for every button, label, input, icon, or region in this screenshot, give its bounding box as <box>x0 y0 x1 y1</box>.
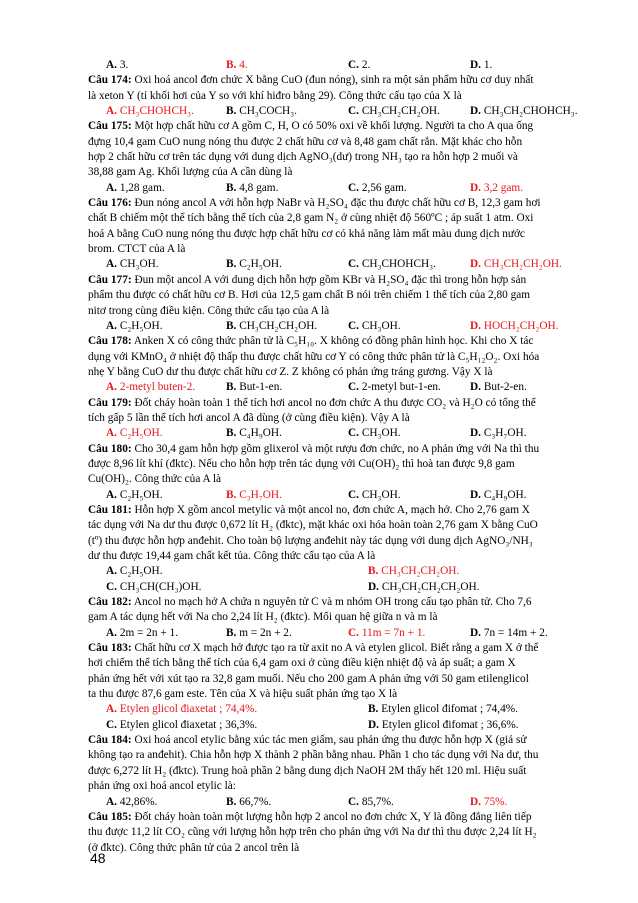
q173-option-c: C. 2. <box>348 59 371 71</box>
q179-option-c: C. CH₃OH. <box>348 427 401 440</box>
q178-option-d: D. But-2-en. <box>470 381 527 394</box>
q174-line-2: là xeton Y (tỉ khối hơi của Y so với khí hiđro bằng 29). Công thức cấu tạo của X là <box>88 89 462 102</box>
q176-line-4: brom. CTCT của A là <box>88 243 186 256</box>
q183-line-2: hơi chiếm thể tích bằng thể tích của 6,4 gam oxi ở cùng điều kiện nhiệt độ và áp suất; a gam X <box>88 657 516 670</box>
q183-option-c: C. Etylen glicol điaxetat ; 36,3%. <box>106 718 258 731</box>
q182-line-2: gam A tác dụng hết với Na cho 2,24 lít H₂ (đktc). Mối quan hệ giữa n và m là <box>88 611 438 624</box>
q179-options <box>88 426 578 441</box>
q181-options-row-2 <box>88 580 578 595</box>
q180-option-a: A. C₂H₅OH. <box>106 488 163 501</box>
q184-line-2: không tạo ra anđehit). Chia hỗn hợp X thành 2 phần bằng nhau. Phần 1 cho tác dụng với Na dư, thu <box>88 749 539 762</box>
q184-option-b: B. 66,7%. <box>226 795 272 808</box>
q176-number: Câu 176: <box>88 197 132 210</box>
q174-option-a: A. CH₃CHOHCH₃. <box>106 105 194 118</box>
q181-option-c: C. CH₃CH(CH₃)OH. <box>106 580 202 593</box>
q180-line-3: Cu(OH)₂. Công thức của A là <box>88 473 222 486</box>
q184-number: Câu 184: <box>88 734 132 747</box>
q180-line-2: được 8,96 lít khí (đktc). Nếu cho hỗn hợp trên tác dụng với Cu(OH)₂ thì hoà tan được 9,8 gam <box>88 457 515 470</box>
q185-line-2: thu được 11,2 lít CO₂ cũng với lượng hỗn hợp trên cho phản ứng với Na dư thì thu được 2,24 lít H₂ <box>88 826 537 839</box>
q182-option-d: D. 7n = 14m + 2. <box>470 626 548 639</box>
q184-option-d: D. 75%. <box>470 795 508 808</box>
q176-option-b: B. C₂H₅OH. <box>226 258 282 271</box>
q175-option-a: A. 1,28 gam. <box>106 181 165 194</box>
q184-option-a: A. 42,86%. <box>106 795 158 808</box>
q183-option-a: A. Etylen glicol điaxetat ; 74,4%. <box>106 703 258 716</box>
q175-number: Câu 175: <box>88 120 132 133</box>
q185-number: Câu 185: <box>88 810 132 823</box>
q178-option-c: C. 2-metyl but-1-en. <box>348 381 441 394</box>
q180-option-c: C. CH₃OH. <box>348 488 401 501</box>
q174-options <box>88 104 578 119</box>
page-number: 48 <box>90 850 106 866</box>
q183-option-d: D. Etylen glicol đifomat ; 36,6%. <box>368 718 519 731</box>
q182-options <box>88 626 578 641</box>
q173-option-a: A. 3. <box>106 59 129 71</box>
q177-line-3: nitơ trong cùng điều kiện. Công thức cấu tạo của A là <box>88 304 330 317</box>
q174-option-b: B. CH₃COCH₃. <box>226 105 297 118</box>
q178-option-a: A. 2-metyl buten-2. <box>106 381 196 394</box>
q178-options <box>88 380 578 395</box>
q174-line-1: Câu 174: Oxi hoá ancol đơn chức X bằng CuO (đun nóng), sinh ra một sản phẩm hữu cơ duy nhất <box>88 74 534 87</box>
q176-option-d: D. CH₃CH₂CH₂OH. <box>470 258 562 271</box>
q175-line-4: 38,88 gam Ag. Khối lượng của A cần dùng là <box>88 166 293 179</box>
q174-number: Câu 174: <box>88 74 132 87</box>
q183-line-1: Câu 183: Chất hữu cơ X mạch hở được tạo ra từ axit no A và etylen glicol. Biết rằng a gam X ở thể <box>88 642 539 655</box>
q177-line-1: Câu 177: Đun một ancol A với dung dịch hỗn hợp gồm KBr và H₂SO₄ đặc thì trong hỗn hợp sản <box>88 273 527 286</box>
q178-line-3: nhẹ Y bằng CuO dư thu được chất hữu cơ Z. Z không có phản ứng tráng gương. Vậy X là <box>88 365 493 378</box>
q177-option-d: D. HOCH₂CH₂OH. <box>470 319 559 332</box>
q178-option-b: B. But-1-en. <box>226 381 283 394</box>
q178-number: Câu 178: <box>88 335 132 348</box>
q174-option-c: C. CH₃CH₂CH₂OH. <box>348 105 440 118</box>
q181-options-row-1 <box>88 564 578 579</box>
q178-line-2: dụng với KMnO₄ ở nhiệt độ thấp thu được chất hữu cơ Y có công thức phân tử là C₅H₁₂O₂. Oxi hóa <box>88 350 540 363</box>
q185-line-3: (ở đktc). Công thức phân tử của 2 ancol trên là <box>88 841 300 854</box>
q184-line-3: được 6,272 lít H₂ (đktc). Trung hoà phần 2 bằng dung dịch NaOH 2M thấy hết 120 ml. Hiệu suất <box>88 764 527 777</box>
q182-option-b: B. m = 2n + 2. <box>226 626 292 639</box>
q179-option-a: A. C₂H₅OH. <box>106 427 163 440</box>
q181-option-a: A. C₂H₅OH. <box>106 565 163 578</box>
q176-options <box>88 257 578 272</box>
q176-option-a: A. CH₃OH. <box>106 258 159 271</box>
q173-options <box>88 58 578 73</box>
q184-line-4: phản ứng oxi hoá ancol etylic là: <box>88 780 236 793</box>
q181-line-1: Câu 181: Hỗn hợp X gồm ancol metylic và một ancol no, đơn chức A, mạch hở. Cho 2,76 gam X <box>88 503 530 516</box>
q175-option-b: B. 4,8 gam. <box>226 181 279 194</box>
q176-line-3: hoá A bằng CuO nung nóng thu được hợp chất hữu cơ có khả năng làm mất màu dung dịch nước <box>88 227 525 240</box>
q177-option-b: B. CH₃CH₂CH₂OH. <box>226 319 318 332</box>
q180-options <box>88 488 578 503</box>
q183-options-row-1 <box>88 702 578 717</box>
q181-line-2: tác dụng với Na dư thu được 0,672 lít H₂ (đktc), mặt khác oxi hóa hoàn toàn 2,76 gam X bằng CuO <box>88 519 538 532</box>
q179-line-2: tích gấp 5 lần thể tích hơi ancol A đã dùng (ở cùng điều kiện). Vậy A là <box>88 411 410 424</box>
q182-option-c: C. 11m = 7n + 1. <box>348 626 426 639</box>
q185-line-1: Câu 185: Đốt cháy hoàn toàn một lượng hỗn hợp 2 ancol no đơn chức X, Y là đồng đẳng liên tiếp <box>88 810 532 823</box>
q179-option-d: D. C₃H₇OH. <box>470 427 527 440</box>
q177-option-a: A. C₂H₅OH. <box>106 319 163 332</box>
document-page <box>88 58 578 856</box>
q175-option-c: C. 2,56 gam. <box>348 181 407 194</box>
q181-option-d: D. CH₃CH₂CH₂CH₂OH. <box>368 580 480 593</box>
q180-option-d: D. C₄H₉OH. <box>470 488 527 501</box>
q177-option-c: C. CH₃OH. <box>348 319 401 332</box>
q183-option-b: B. Etylen glicol đifomat ; 74,4%. <box>368 703 518 716</box>
q184-options <box>88 795 578 810</box>
q179-line-1: Câu 179: Đốt cháy hoàn toàn 1 thể tích hơi ancol no đơn chức A thu được CO₂ và H₂O có tổng thể <box>88 396 536 409</box>
q175-line-2: đựng 10,4 gam CuO nung nóng thu được 2 chất hữu cơ và 8,48 gam chất rắn. Mặt khác cho hỗn <box>88 135 523 148</box>
q173-option-d: D. 1. <box>470 59 493 71</box>
q184-line-1: Câu 184: Oxi hoá ancol etylic bằng xúc tác men giấm, sau phản ứng thu được hỗn hợp X (giả sử <box>88 734 527 747</box>
q176-line-2: chất B chiếm một thể tích bằng thể tích của 2,8 gam N₂ ở cùng nhiệt độ 560ºC ; áp suất 1 atm. Oxi <box>88 212 534 225</box>
q183-line-4: ta thu được 87,6 gam este. Tên của X và hiệu suất phản ứng tạo X là <box>88 688 398 701</box>
q183-options-row-2 <box>88 718 578 733</box>
q181-line-3: (tº) thu được hỗn hợp anđehit. Cho toàn bộ lượng anđehit này tác dụng với dung dịch AgNO₃/NH₃ <box>88 534 533 547</box>
q181-line-4: dư thu được 19,44 gam chất kết tủa. Công thức cấu tạo của A là <box>88 550 376 562</box>
q179-number: Câu 179: <box>88 396 132 409</box>
q173-option-b: B. 4. <box>226 59 248 71</box>
q182-option-a: A. 2m = 2n + 1. <box>106 626 179 639</box>
q182-line-1: Câu 182: Ancol no mạch hở A chứa n nguyên tử C và m nhóm OH trong cấu tạo phân tử. Cho 7,6 <box>88 596 532 609</box>
q183-number: Câu 183: <box>88 642 132 655</box>
q174-option-d: D. CH₃CH₂CHOHCH₃. <box>470 105 578 118</box>
q181-option-b: B. CH₃CH₂CH₂OH. <box>368 565 460 578</box>
q179-option-b: B. C₄H₉OH. <box>226 427 282 440</box>
q175-line-3: hợp 2 chất hữu cơ trên tác dụng với dung dịch AgNO₃(dư) trong NH₃ tạo ra hỗn hợp 2 muối và <box>88 151 518 164</box>
q177-line-2: phẩm thu được có chất hữu cơ B. Hơi của 12,5 gam chất B nói trên chiếm 1 thể tích của 2,80 gam <box>88 289 531 302</box>
q176-line-1: Câu 176: Đun nóng ancol A với hỗn hợp NaBr và H₂SO₄ đặc thu được chất hữu cơ B, 12,3 gam hơi <box>88 197 541 210</box>
q175-option-d: D. 3,2 gam. <box>470 181 524 194</box>
q175-line-1: Câu 175: Một hợp chất hữu cơ A gồm C, H, O có 50% oxi về khối lượng. Người ta cho A qua ống <box>88 120 534 133</box>
q181-number: Câu 181: <box>88 503 132 516</box>
q180-number: Câu 180: <box>88 442 132 455</box>
q183-line-3: phản ứng hết với xút tạo ra 32,8 gam muối. Nếu cho 200 gam A phản ứng với 50 gam etilenglicol <box>88 672 529 685</box>
q178-line-1: Câu 178: Anken X có công thức phân tử là C₅H₁₀. X không có đồng phân hình học. Khi cho X tác <box>88 335 534 348</box>
q182-number: Câu 182: <box>88 596 132 609</box>
q176-option-c: C. CH₃CHOHCH₃. <box>348 258 436 271</box>
q180-line-1: Câu 180: Cho 30,4 gam hỗn hợp gồm glixerol và một rượu đơn chức, no A phản ứng với Na thì thu <box>88 442 540 455</box>
q177-options <box>88 319 578 334</box>
q175-options <box>88 181 578 196</box>
q184-option-c: C. 85,7%. <box>348 795 394 808</box>
q177-number: Câu 177: <box>88 273 132 286</box>
q180-option-b: B. C₃H₇OH. <box>226 488 282 501</box>
